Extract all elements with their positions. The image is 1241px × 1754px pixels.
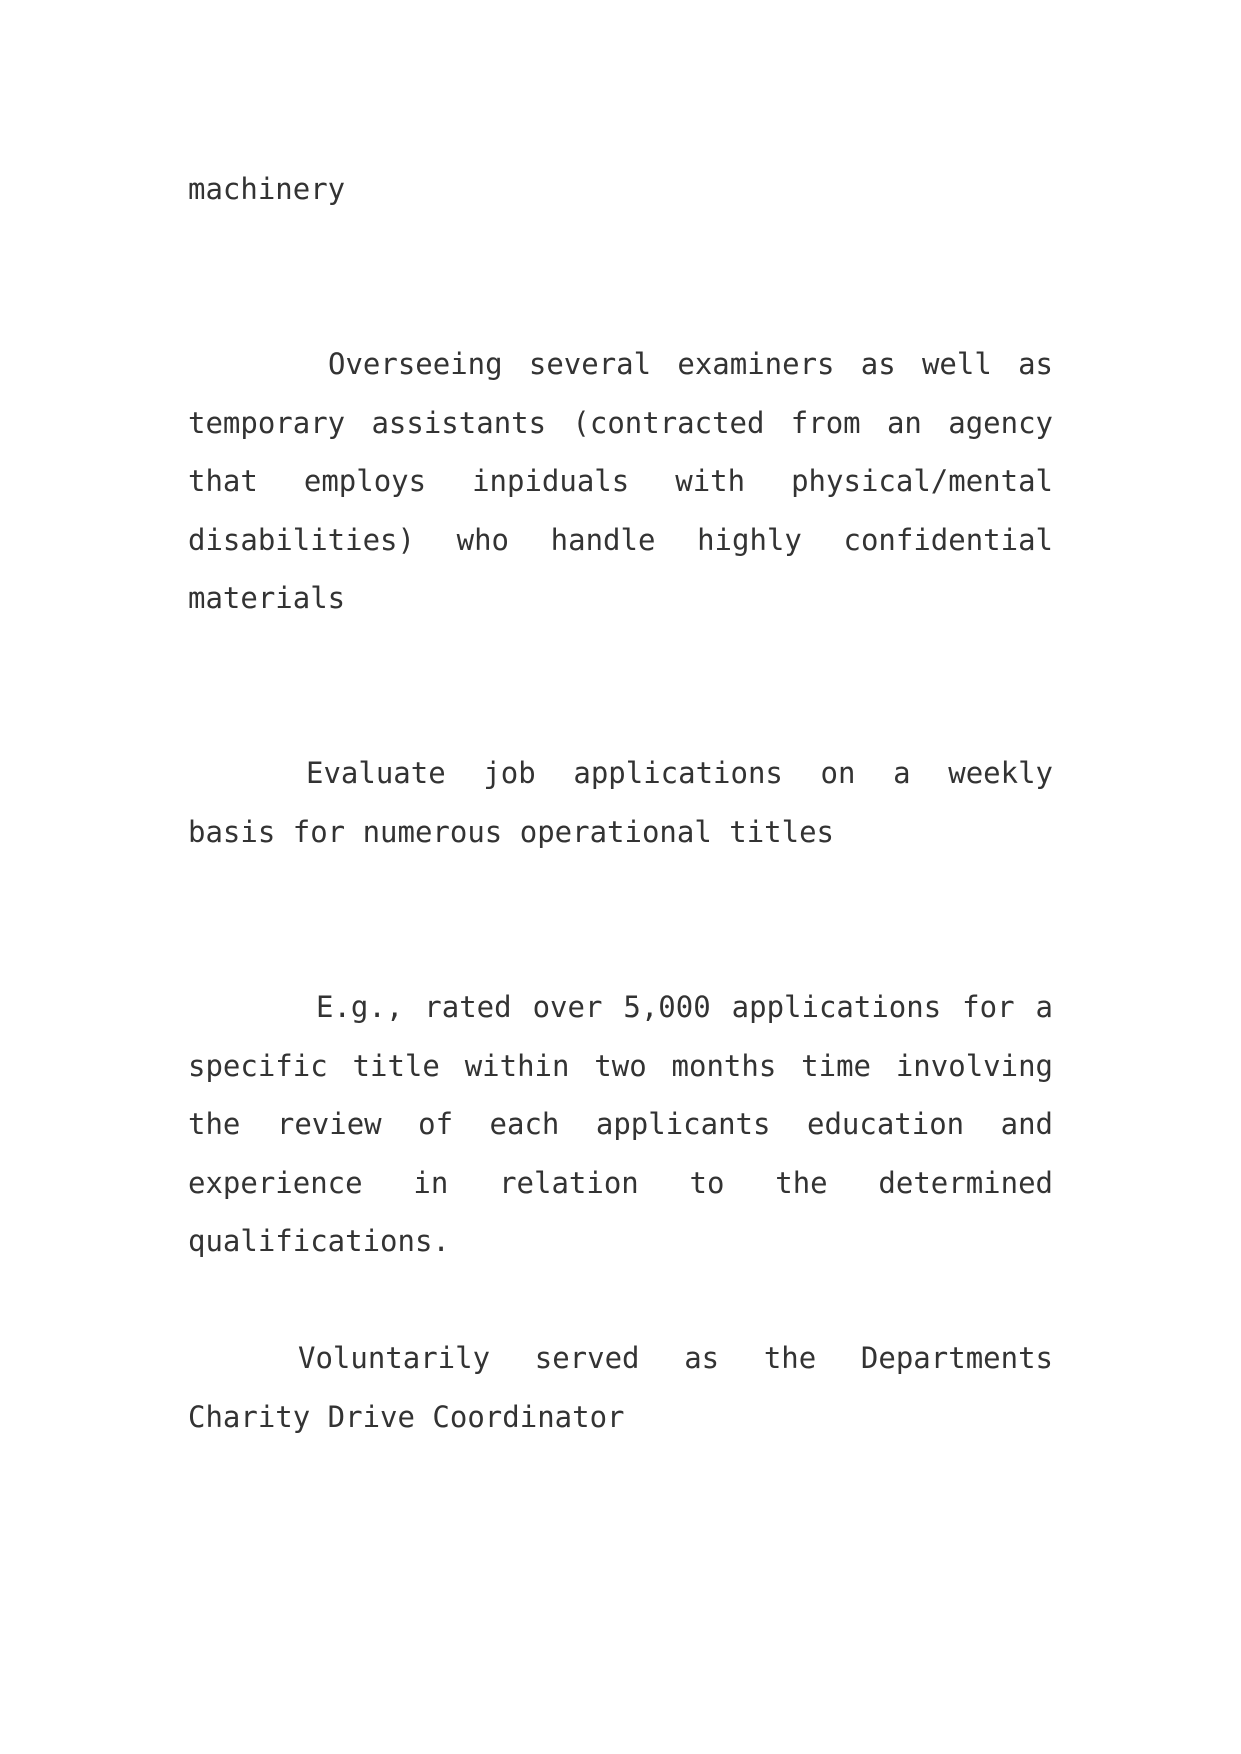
paragraph-overseeing-examiners: Overseeing several examiners as well as temporary assistants (contracted from an agency that employs inpiduals with physical/mental disabilities) who handle highly confidential materials	[188, 347, 1053, 615]
paragraph-rated-applications-example: E.g., rated over 5,000 applications for a specific title within two months time involving the review of each applicants education and experience in relation to the determined qualifications.	[188, 990, 1053, 1258]
paragraph-machinery: machinery	[188, 172, 346, 206]
paragraph-charity-drive-coordinator: Voluntarily served as the Departments Charity Drive Coordinator	[188, 1341, 1053, 1434]
paragraph-evaluate-applications: Evaluate job applications on a weekly basis for numerous operational titles	[188, 756, 1053, 849]
